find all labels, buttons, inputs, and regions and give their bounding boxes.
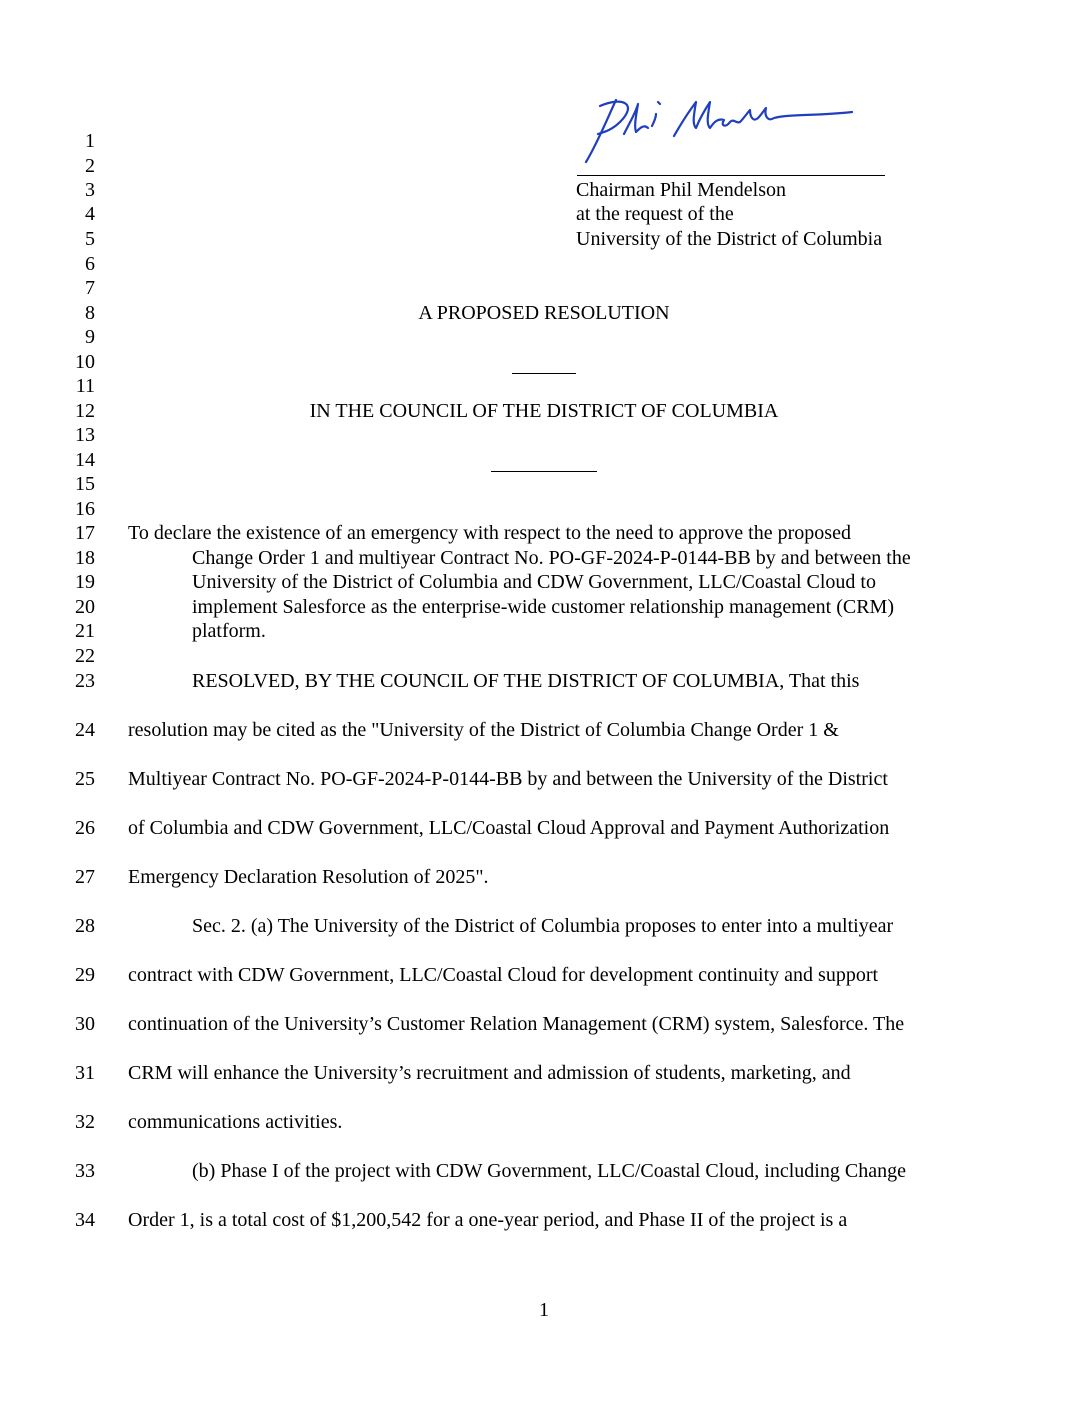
line-number: 1 [85, 130, 95, 152]
body-line: RESOLVED, BY THE COUNCIL OF THE DISTRICT OF COLUMBIA, That this [192, 670, 860, 692]
line-number: 20 [75, 596, 95, 618]
line-number: 2 [85, 155, 95, 177]
signature-image [578, 92, 858, 172]
resolution-title: A PROPOSED RESOLUTION [418, 302, 670, 324]
line-number: 14 [75, 449, 95, 471]
body-line: contract with CDW Government, LLC/Coastal Cloud for development continuity and support [128, 964, 879, 986]
line-number: 32 [75, 1111, 95, 1133]
preamble-line: Change Order 1 and multiyear Contract No. PO-GF-2024-P-0144-BB by and between the [192, 547, 911, 569]
line-number: 24 [75, 719, 95, 741]
line-number: 19 [75, 571, 95, 593]
body-line: continuation of the University’s Customer Relation Management (CRM) system, Salesforce. The [128, 1013, 905, 1035]
preamble-line: To declare the existence of an emergency with respect to the need to approve the proposed [128, 522, 851, 544]
line-number: 6 [85, 253, 95, 275]
body-line: of Columbia and CDW Government, LLC/Coastal Cloud Approval and Payment Authorization [128, 817, 890, 839]
line-number: 22 [75, 645, 95, 667]
line-number: 4 [85, 203, 95, 225]
line-number: 12 [75, 400, 95, 422]
line-number: 30 [75, 1013, 95, 1035]
line-number: 13 [75, 424, 95, 446]
line-number: 7 [85, 277, 95, 299]
line-number: 29 [75, 964, 95, 986]
line-number: 15 [75, 473, 95, 495]
line-number: 27 [75, 866, 95, 888]
body-line: (b) Phase I of the project with CDW Government, LLC/Coastal Cloud, including Change [192, 1160, 906, 1182]
body-line: Emergency Declaration Resolution of 2025". [128, 866, 489, 888]
body-line: Order 1, is a total cost of $1,200,542 for a one-year period, and Phase II of the project is a [128, 1209, 848, 1231]
signature-line [577, 175, 885, 176]
line-number: 33 [75, 1160, 95, 1182]
line-number: 10 [75, 351, 95, 373]
council-heading: IN THE COUNCIL OF THE DISTRICT OF COLUMBIA [309, 400, 779, 422]
line-number: 5 [85, 228, 95, 250]
body-line: CRM will enhance the University’s recruitment and admission of students, marketing, and [128, 1062, 851, 1084]
line-number: 31 [75, 1062, 95, 1084]
body-line: communications activities. [128, 1111, 343, 1133]
title-rule [512, 373, 576, 374]
line-number: 8 [85, 302, 95, 324]
body-line: Sec. 2. (a) The University of the District of Columbia proposes to enter into a multiyear [192, 915, 894, 937]
preamble-line: implement Salesforce as the enterprise-wide customer relationship management (CRM) [192, 596, 895, 618]
council-rule [491, 471, 597, 472]
line-number: 21 [75, 620, 95, 642]
sponsor-agency: University of the District of Columbia [576, 228, 883, 250]
sponsor-name: Chairman Phil Mendelson [576, 179, 786, 201]
preamble-line: platform. [192, 620, 266, 642]
line-number: 16 [75, 498, 95, 520]
line-number: 23 [75, 670, 95, 692]
body-line: resolution may be cited as the "University of the District of Columbia Change Order 1 & [128, 719, 839, 741]
line-number: 26 [75, 817, 95, 839]
preamble-line: University of the District of Columbia and CDW Government, LLC/Coastal Cloud to [192, 571, 876, 593]
line-number: 3 [85, 179, 95, 201]
line-number: 17 [75, 522, 95, 544]
line-number: 18 [75, 547, 95, 569]
line-number: 11 [75, 375, 95, 397]
line-number: 28 [75, 915, 95, 937]
body-line: Multiyear Contract No. PO-GF-2024-P-0144-BB by and between the University of the District [128, 768, 888, 790]
line-number: 25 [75, 768, 95, 790]
page-number: 1 [539, 1299, 549, 1321]
sponsor-request: at the request of the [576, 203, 734, 225]
line-number: 9 [85, 326, 95, 348]
line-number: 34 [75, 1209, 95, 1231]
